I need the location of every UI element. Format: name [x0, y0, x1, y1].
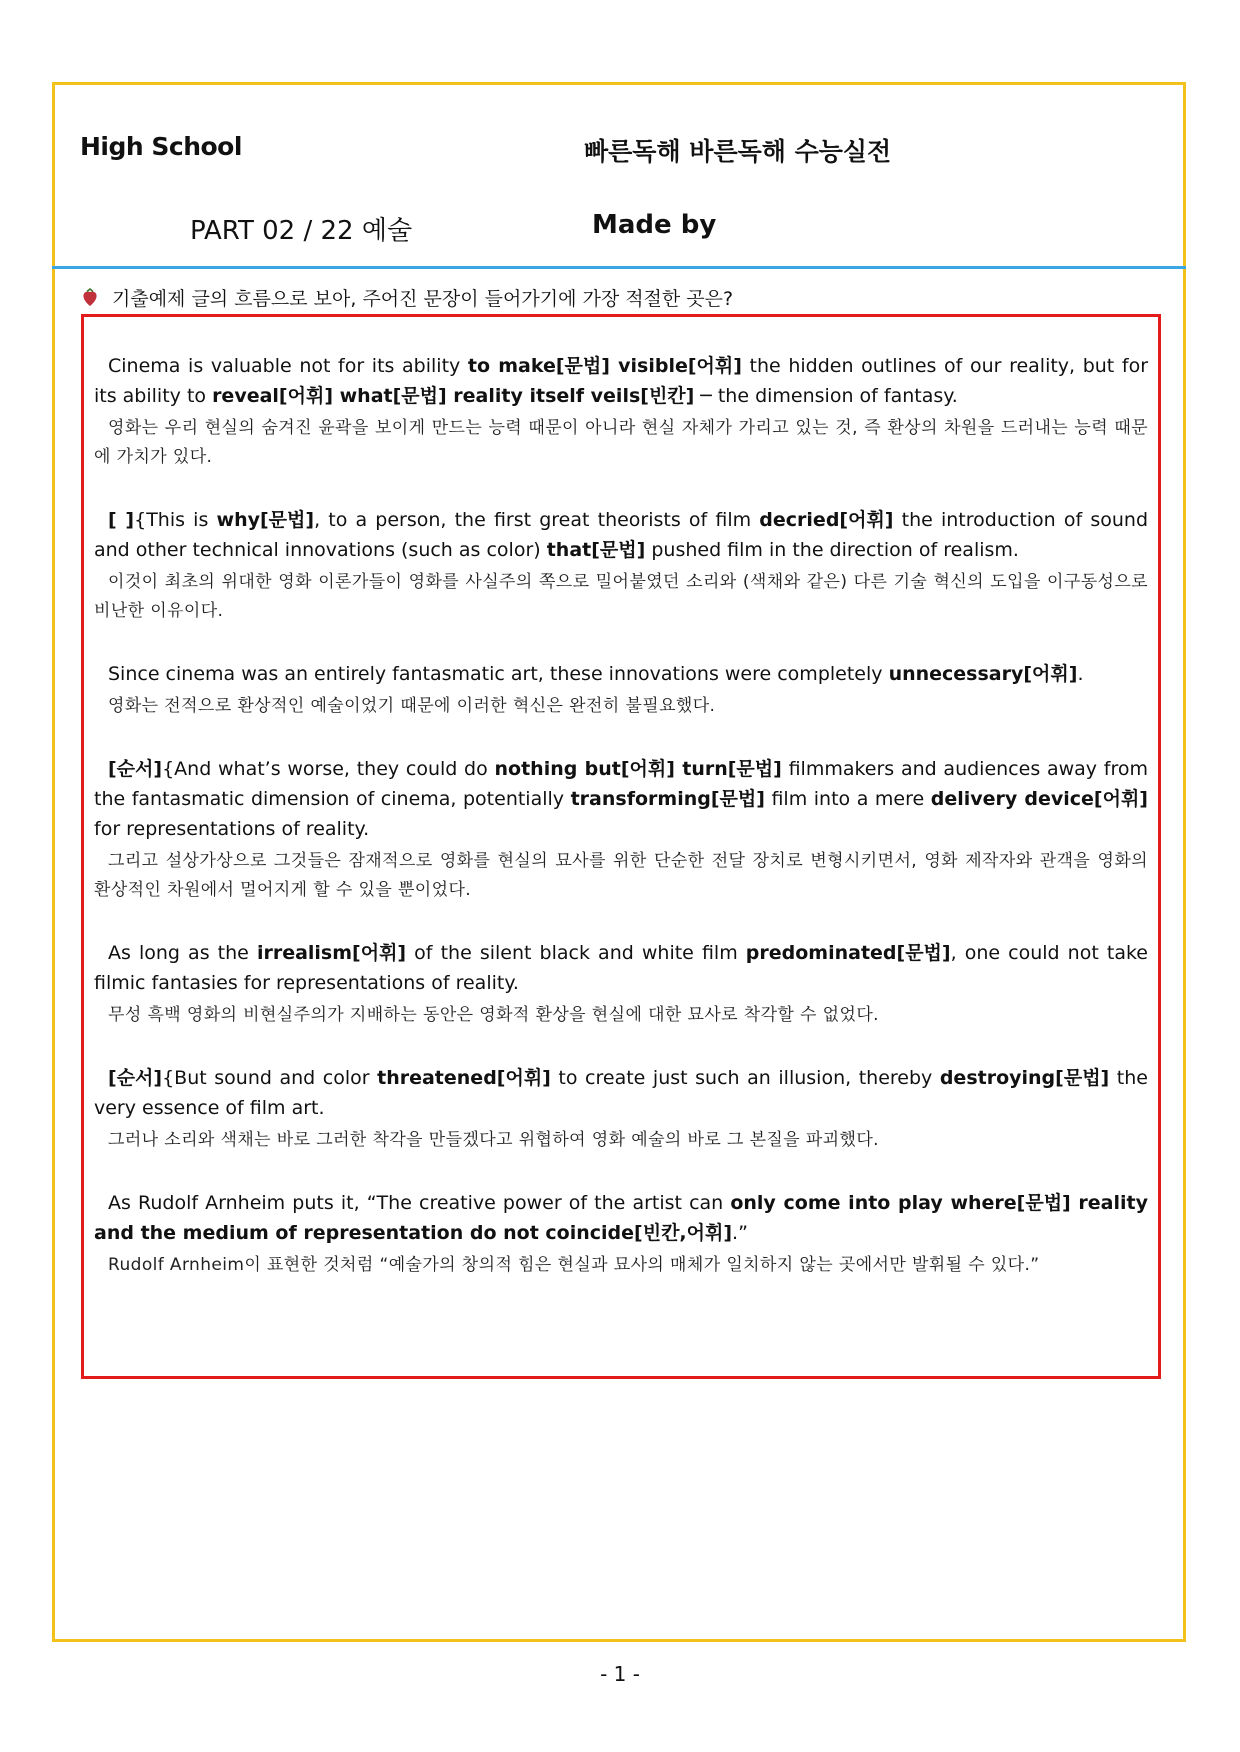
english-sentence — [94, 1063, 1148, 1123]
korean-translation: 무성 흑백 영화의 비현실주의가 지배하는 동안은 영화적 환상을 현실에 대한 묘사로 착각할 수 없었다. — [108, 1005, 879, 1025]
highlighted-phrase: [순서] — [108, 758, 163, 780]
sentence-text: the very essence of film art. — [94, 1067, 1148, 1119]
question-line — [82, 284, 733, 311]
passage-paragraph — [94, 351, 1148, 472]
sentence-text: {But sound and color — [162, 1067, 378, 1089]
english-sentence — [94, 659, 1148, 689]
sentence-text: {This is — [134, 509, 217, 531]
korean-translation: 그러나 소리와 색채는 바로 그러한 착각을 만들겠다고 위협하여 영화 예술의 바로 그 본질을 파괴했다. — [108, 1130, 879, 1150]
highlighted-phrase: [순서] — [108, 1067, 163, 1089]
sentence-text: ─ the dimension of fantasy. — [694, 385, 958, 407]
sentence-text: Since cinema was an entirely fantasmatic art, these innovations were completely — [108, 663, 889, 685]
sentence-text: filmmakers and audiences away from the fantasmatic dimension of cinema, potentially — [94, 758, 1148, 810]
header-divider — [52, 266, 1186, 269]
korean-translation: 이것이 최초의 위대한 영화 이론가들이 영화를 사실주의 쪽으로 밀어붙였던 소리와 (색채와 같은) 다른 기술 혁신의 도입을 이구동성으로 비난한 이유이다. — [94, 572, 1148, 621]
made-by-label: Made by — [592, 210, 717, 240]
highlighted-phrase: transforming[문법] — [570, 788, 765, 810]
highlighted-phrase: nothing but[어휘] turn[문법] — [494, 758, 782, 780]
english-sentence — [94, 505, 1148, 565]
passage-paragraph — [94, 505, 1148, 626]
question-text: 기출예제 글의 흐름으로 보아, 주어진 문장이 들어가기에 가장 적절한 곳은? — [112, 288, 734, 310]
sentence-text: As Rudolf Arnheim puts it, “The creative power of the artist can — [108, 1192, 731, 1214]
sentence-text: Cinema is valuable not for its ability — [108, 355, 468, 377]
sentence-text: , one could not take filmic fantasies for representations of reality. — [94, 942, 1148, 994]
korean-translation: 영화는 전적으로 환상적인 예술이었기 때문에 이러한 혁신은 완전히 불필요했다. — [108, 696, 716, 716]
korean-translation: 영화는 우리 현실의 숨겨진 윤곽을 보이게 만드는 능력 때문이 아니라 현실 자체가 가리고 있는 것, 즉 환상의 차원을 드러내는 능력 때문에 가치가 있다. — [94, 418, 1148, 467]
strawberry-icon — [82, 288, 98, 307]
highlighted-phrase: [ ] — [108, 509, 135, 531]
passage-box — [81, 314, 1161, 1379]
highlighted-phrase: why[문법] — [216, 509, 315, 531]
highlighted-phrase: to make[문법] visible[어휘] — [467, 355, 742, 377]
passage-paragraph — [94, 659, 1148, 721]
english-sentence — [94, 351, 1148, 411]
english-sentence — [94, 754, 1148, 844]
sentence-text: .” — [732, 1222, 748, 1244]
sentence-text: , to a person, the first great theorists of film — [314, 509, 760, 531]
highlighted-phrase: delivery device[어휘] — [930, 788, 1148, 810]
english-sentence — [94, 938, 1148, 998]
highlighted-phrase: irrealism[어휘] — [256, 942, 407, 964]
korean-translation: 그리고 설상가상으로 그것들은 잠재적으로 영화를 현실의 묘사를 위한 단순한 전달 장치로 변형시키면서, 영화 제작자와 관객을 영화의 환상적인 차원에서 멀어지게 할 수 있을 뿐이었다. — [94, 851, 1148, 900]
sentence-text: . — [1077, 663, 1084, 685]
passage-paragraph — [94, 754, 1148, 905]
sentence-text: for representations of reality. — [94, 818, 370, 840]
sentence-text: of the silent black and white film — [406, 942, 746, 964]
part-label: PART 02 / 22 예술 — [190, 216, 413, 246]
highlighted-phrase: predominated[문법] — [745, 942, 951, 964]
school-label: High School — [80, 132, 242, 161]
highlighted-phrase: threatened[어휘] — [377, 1067, 551, 1089]
highlighted-phrase: only come into play where[문법] reality and the medium of representation do not coincide[빈칸,어휘] — [94, 1192, 1148, 1244]
highlighted-phrase: decried[어휘] — [759, 509, 894, 531]
sentence-text: the hidden outlines of our reality, but for its ability to — [94, 355, 1149, 407]
highlighted-phrase: that[문법] — [546, 539, 646, 561]
page-number: - 1 - — [600, 1662, 640, 1686]
sentence-text: to create just such an illusion, thereby — [550, 1067, 940, 1089]
english-sentence — [94, 1188, 1148, 1248]
korean-translation: Rudolf Arnheim이 표현한 것처럼 “예술가의 창의적 힘은 현실과 묘사의 매체가 일치하지 않는 곳에서만 발휘될 수 있다.” — [108, 1255, 1040, 1275]
sentence-text: {And what’s worse, they could do — [162, 758, 495, 780]
sentence-text: As long as the — [108, 942, 257, 964]
highlighted-phrase: reveal[어휘] what[문법] reality itself veils[빈칸] — [212, 385, 695, 407]
sentence-text: the introduction of sound and other technical innovations (such as color) — [94, 509, 1149, 561]
sentence-text: pushed film in the direction of realism. — [645, 539, 1019, 561]
passage-paragraph — [94, 1063, 1148, 1155]
highlighted-phrase: unnecessary[어휘] — [888, 663, 1078, 685]
sentence-text: film into a mere — [764, 788, 931, 810]
highlighted-phrase: destroying[문법] — [939, 1067, 1110, 1089]
passage-paragraph — [94, 938, 1148, 1030]
book-title: 빠른독해 바른독해 수능실전 — [584, 137, 892, 166]
passage-paragraph — [94, 1188, 1148, 1280]
